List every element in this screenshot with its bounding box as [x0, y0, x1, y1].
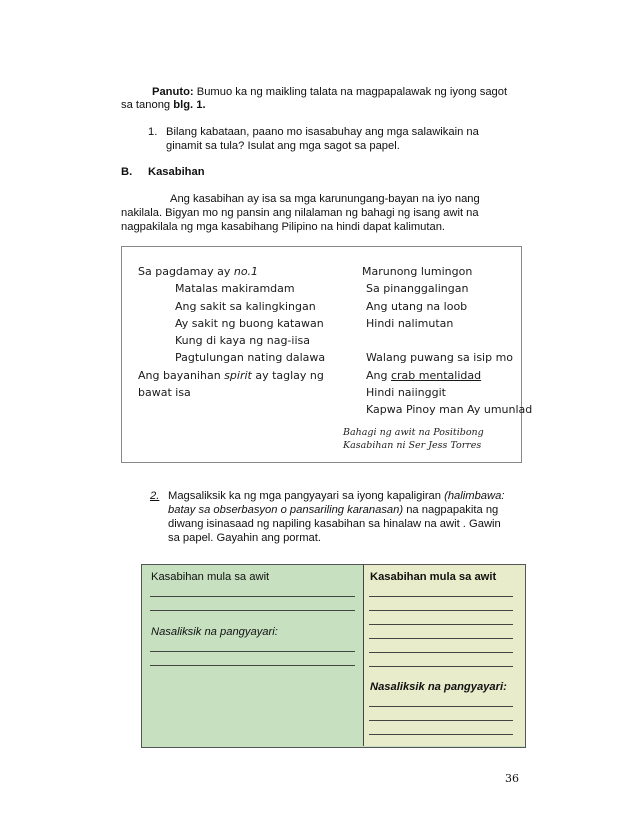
format-left-subtitle	[151, 626, 278, 638]
panuto-text: Bumuo ka ng maikling talata na magpapalawak ng iyong sagot	[193, 86, 508, 98]
song-right-line-4: Hindi nalimutan	[366, 316, 454, 330]
answer-line	[369, 638, 513, 639]
song-left-line-2: Matalas makiramdam	[175, 282, 295, 296]
song-text: Sa pagdamay ay	[138, 265, 234, 278]
song-left-line-8: bawat isa	[138, 386, 191, 400]
song-credit-line-1: Bahagi ng awit na Positibong	[343, 427, 484, 438]
song-left-line-6: Pagtulungan nating dalawa	[175, 351, 326, 365]
panuto-line-1	[152, 86, 507, 98]
answer-line	[150, 610, 355, 611]
song-italic: no.1	[233, 265, 259, 278]
q2-text: Magsaliksik ka ng mga pangyayari sa iyong kapaligiran	[168, 490, 445, 502]
q2-line-1	[168, 490, 504, 502]
format-right-title-text: Kasabihan mula sa awit	[370, 571, 497, 583]
song-underlined: crab mentalidad	[390, 368, 482, 382]
q2-number	[150, 490, 159, 502]
song-credit-line-2: Kasabihan ni Ser Jess Torres	[343, 440, 482, 451]
song-text: Ang	[366, 368, 391, 382]
song-left-line-4: Ay sakit ng buong katawan	[175, 316, 324, 330]
format-right-title	[370, 571, 496, 583]
panuto-text-2: sa tanong	[121, 99, 174, 111]
section-b-para-3: nagpakilala ng mga kasabihang Pilipino na hindi dapat kalimutan.	[121, 221, 446, 233]
song-right-line-2: Sa pinanggalingan	[366, 282, 469, 296]
q1-number: 1.	[148, 126, 158, 138]
song-text: ay taglay ng	[251, 368, 324, 382]
answer-line	[150, 596, 355, 597]
song-right-line-3: Ang utang na loob	[366, 299, 468, 313]
answer-line	[369, 666, 513, 667]
answer-line	[150, 665, 355, 666]
page-number: 36	[505, 772, 519, 785]
song-right-line-6	[362, 367, 532, 384]
section-b-para-1: Ang kasabihan ay isa sa mga karunungang-bayan na iyo nang	[170, 193, 480, 205]
answer-line	[369, 706, 513, 707]
section-b-para-2: nakilala. Bigyan mo ng pansin ang nilalaman ng bahagi ng isang awit na	[121, 207, 479, 219]
song-left-line-1	[138, 263, 325, 280]
song-right-line-8: Kapwa Pinoy man Ay umunlad	[366, 403, 533, 417]
format-left-sub: Nasaliksik na pangyayari:	[151, 626, 278, 638]
song-left-line-5: Kung di kaya ng nag-iisa	[175, 334, 310, 348]
song-right-line-1: Marunong lumingon	[362, 265, 473, 278]
q2-italic: (halimbawa:	[444, 490, 505, 502]
section-letter: B.	[121, 166, 133, 178]
section-b-title	[148, 166, 205, 178]
q1-line-2: ginamit sa tula? Isulat ang mga sagot sa papel.	[166, 140, 400, 152]
format-right-sub: Nasaliksik na pangyayari:	[370, 681, 507, 693]
answer-line	[150, 651, 355, 652]
q2-line-2	[168, 504, 498, 516]
format-left-title: Kasabihan mula sa awit	[151, 571, 270, 583]
song-right-line-7: Hindi naiinggit	[366, 386, 446, 400]
panuto-label: Panuto:	[152, 86, 194, 98]
q1-line-1: Bilang kabataan, paano mo isasabuhay ang mga salawikain na	[166, 126, 479, 138]
answer-line	[369, 596, 513, 597]
q2-num: 2.	[150, 490, 160, 502]
section-b-letter	[121, 166, 132, 178]
panuto-bold: blg. 1.	[173, 99, 206, 111]
q2-line-3: diwang isinasaad ng napiling kasabihan sa hinalaw na awit . Gawin	[168, 518, 501, 530]
song-text: Ang bayanihan	[138, 368, 225, 382]
q2-line-4: sa papel. Gayahin ang pormat.	[168, 532, 321, 544]
song-right-column	[362, 263, 532, 419]
answer-line	[369, 652, 513, 653]
song-right-line-5: Walang puwang sa isip mo	[366, 351, 514, 365]
song-left-line-3: Ang sakit sa kalingkingan	[175, 299, 316, 313]
song-credit	[343, 426, 484, 452]
song-left-column	[138, 263, 325, 401]
answer-line	[369, 624, 513, 625]
answer-line	[369, 610, 513, 611]
format-right-subtitle	[370, 681, 507, 693]
q2-italic: batay sa obserbasyon o pansariling karanasan)	[168, 504, 404, 516]
panuto-line-2	[121, 99, 206, 111]
q2-text: na nagpapakita ng	[403, 504, 499, 516]
answer-line	[369, 720, 513, 721]
song-left-line-7	[138, 367, 325, 384]
answer-line	[369, 734, 513, 735]
format-right-panel	[363, 565, 525, 746]
section-title: Kasabihan	[148, 166, 205, 178]
song-italic: spirit	[224, 368, 252, 382]
